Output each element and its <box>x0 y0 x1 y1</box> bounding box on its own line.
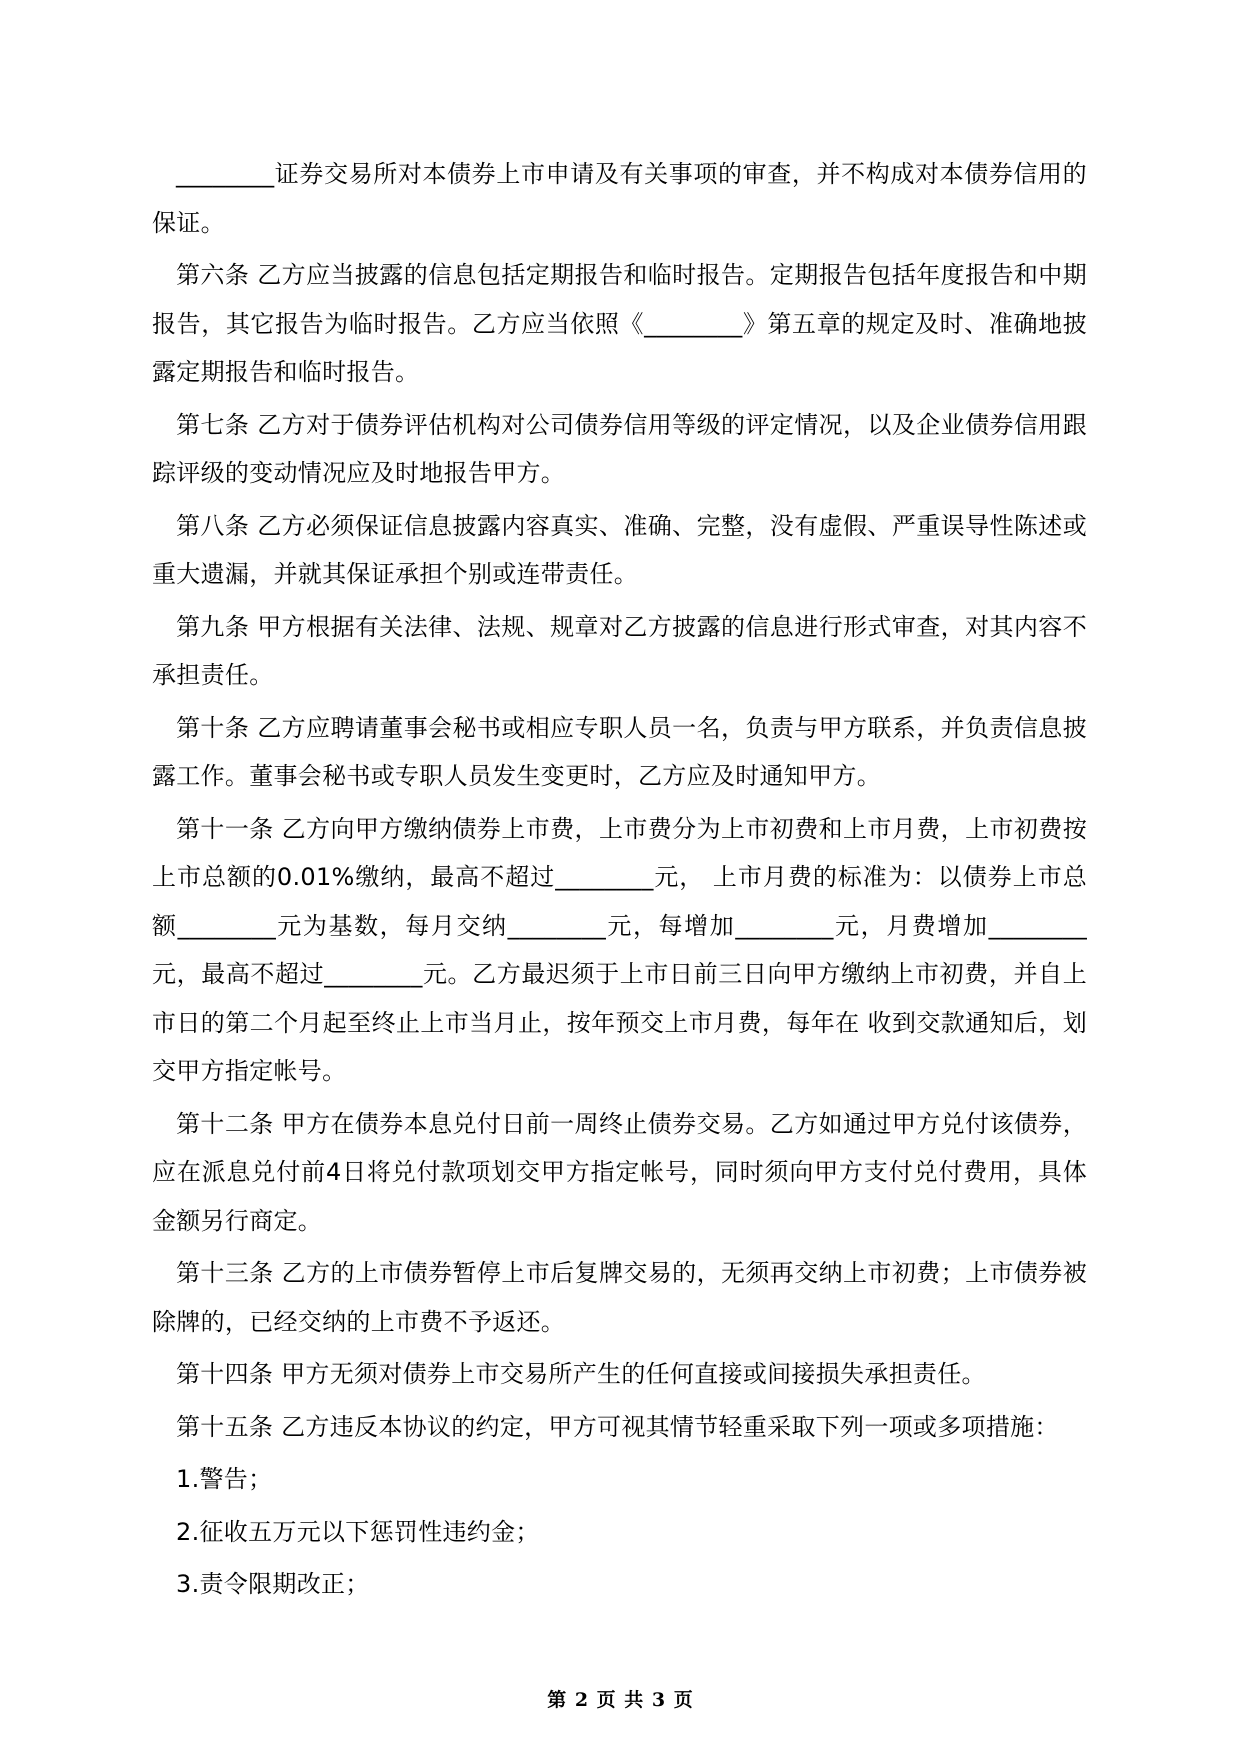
paragraph-article-12: 第十二条 甲方在债券本息兑付日前一周终止债券交易。乙方如通过甲方兑付该债券，应在派息兑付前4日将兑付款项划交甲方指定帐号，同时须向甲方支付兑付费用，具体金额另行商定。 <box>152 1109 1087 1235</box>
paragraph-article-13: 第十三条 乙方的上市债券暂停上市后复牌交易的，无须再交纳上市初费；上市债券被除牌的，已经交纳的上市费不予返还。 <box>152 1259 1087 1336</box>
paragraph-article-8: 第八条 乙方必须保证信息披露内容真实、准确、完整，没有虚假、严重误导性陈述或重大遗漏，并就其保证承担个别或连带责任。 <box>152 511 1087 588</box>
paragraph-article-7: 第七条 乙方对于债券评估机构对公司债券信用等级的评定情况，以及企业债券信用跟踪评级的变动情况应及时地报告甲方。 <box>152 410 1087 487</box>
paragraph-exchange-review: ________证券交易所对本债券上市申请及有关事项的审查，并不构成对本债券信用的保证。 <box>152 160 1087 237</box>
paragraph-article-9: 第九条 甲方根据有关法律、法规、规章对乙方披露的信息进行形式审查，对其内容不承担责任。 <box>152 612 1087 689</box>
paragraph-article-14: 第十四条 甲方无须对债券上市交易所产生的任何直接或间接损失承担责任。 <box>176 1360 986 1388</box>
page-number-footer: 第 2 页 共 3 页 <box>547 1689 694 1711</box>
document-body <box>152 150 1087 1613</box>
paragraph-article-10: 第十条 乙方应聘请董事会秘书或相应专职人员一名，负责与甲方联系，并负责信息披露工作。董事会秘书或专职人员发生变更时，乙方应及时通知甲方。 <box>152 713 1087 790</box>
list-item-rectify: 3.责令限期改正； <box>176 1570 370 1598</box>
paragraph-article-15: 第十五条 乙方违反本协议的约定，甲方可视其情节轻重采取下列一项或多项措施： <box>176 1412 1059 1441</box>
list-item-penalty: 2.征收五万元以下惩罚性违约金； <box>176 1517 540 1546</box>
paragraph-article-6: 第六条 乙方应当披露的信息包括定期报告和临时报告。定期报告包括年度报告和中期报告，其它报告为临时报告。乙方应当依照《________》第五章的规定及时、准确地披露定期报告和临时报告。 <box>152 261 1087 386</box>
paragraph-article-11: 第十一条 乙方向甲方缴纳债券上市费，上市费分为上市初费和上市月费，上市初费按上市总额的0.01%缴纳，最高不超过________元， 上市月费的标准为：以债券上市总额________元为基数，每月交纳________元，每增加________元，月费增加________ 元，最高不超过________元。乙方最迟须于上市日前三日向甲方缴纳上市初费，并自上市日的第二个月起至终止上市当月止，按年预交上市月费，每年在 收到交款通知后，划交甲方指定帐号。 <box>152 814 1087 1085</box>
list-item-warning: 1.警告； <box>176 1465 273 1493</box>
